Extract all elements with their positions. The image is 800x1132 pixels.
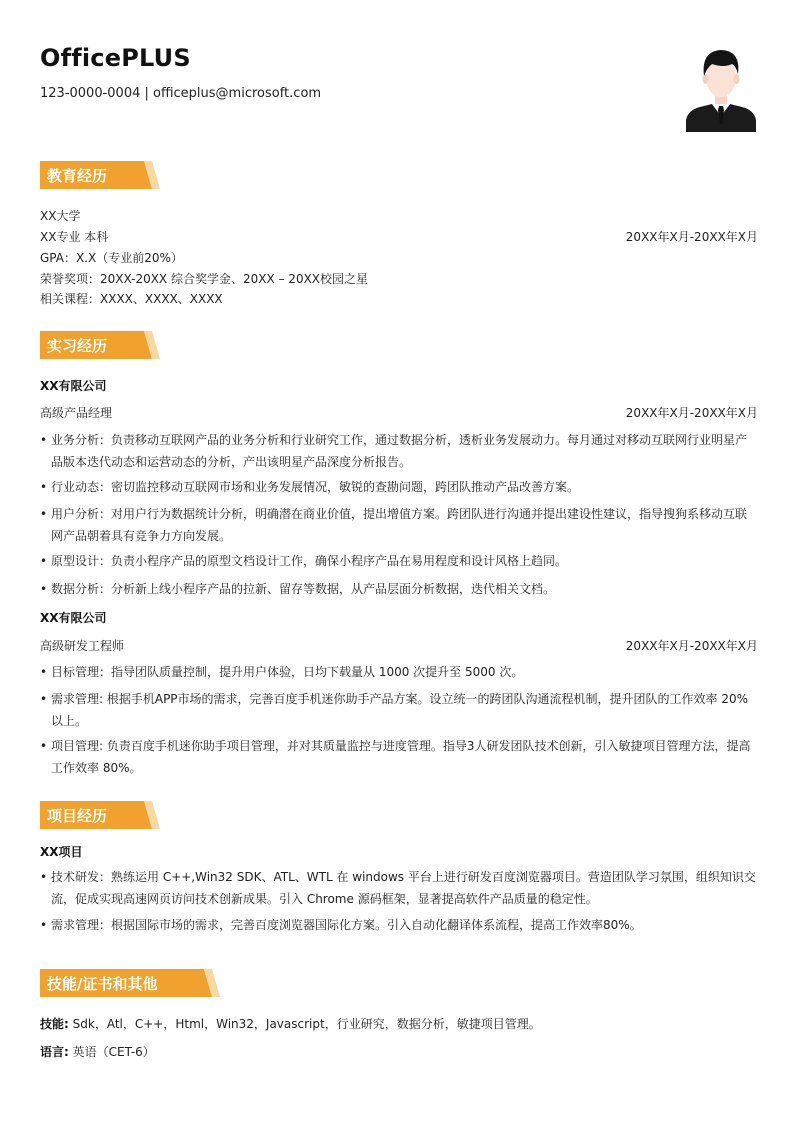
- bullet-dot-icon: •: [40, 665, 48, 679]
- project-name: XX项目: [40, 845, 83, 859]
- bullet-dot-icon: •: [40, 692, 48, 706]
- job1-date: 20XX年X月-20XX年X月: [625, 406, 758, 420]
- job1-bullet-2: • 行业动态：密切监控移动互联网市场和业务发展情况，敏锐的查勘问题，跨团队推动产品改善方案。: [40, 476, 758, 498]
- job2-company: XX有限公司: [40, 611, 107, 625]
- education-honors: 荣誉奖项：20XX-20XX 综合奖学金、20XX – 20XX校园之星: [40, 272, 369, 286]
- language-value: 英语（CET-6）: [72, 1045, 155, 1059]
- job1-bullet-5: • 数据分析：分析新上线小程序产品的拉新、留存等数据，从产品层面分析数据，迭代相关文档。: [40, 578, 758, 600]
- section-skills-header: [40, 969, 220, 997]
- job1-role: 高级产品经理: [40, 406, 113, 420]
- bullet-dot-icon: •: [40, 433, 48, 447]
- education-courses: 相关课程：XXXX、XXXX、XXXX: [40, 292, 223, 306]
- language-label: 语言:: [40, 1045, 69, 1059]
- section-education-title: 教育经历: [47, 167, 108, 185]
- education-school: XX大学: [40, 209, 81, 223]
- bullet-dot-icon: •: [40, 507, 48, 521]
- language-row: [40, 1043, 155, 1060]
- job2-role: 高级研发工程师: [40, 639, 125, 653]
- bullet-dot-icon: •: [40, 480, 48, 494]
- job1-bullet-4: • 原型设计：负责小程序产品的原型文档设计工作，确保小程序产品在易用程度和设计风格上趋同。: [40, 550, 758, 572]
- section-projects-header: [40, 801, 160, 829]
- project-bullet-1: • 技术研发：熟练运用 C++,Win32 SDK、ATL、WTL 在 windows 平台上进行研发百度浏览器项目。营造团队学习氛围，组织知识交流，促成实现高速网页访问技术创新成果。引入 Chrome 源码框架，显著提高软件产品质量的稳定性。: [40, 866, 758, 910]
- skills-label: 技能:: [40, 1017, 69, 1031]
- education-date: 20XX年X月-20XX年X月: [625, 230, 758, 244]
- section-skills-title: 技能/证书和其他: [47, 975, 158, 993]
- avatar-icon: [686, 44, 756, 132]
- section-education-header: [40, 161, 160, 189]
- bullet-dot-icon: •: [40, 582, 48, 596]
- job2-bullet-3: • 项目管理: 负责百度手机迷你助手项目管理，并对其质量监控与进度管理。指导3人研发团队技术创新，引入敏捷项目管理方法，提高工作效率 80%。: [40, 735, 758, 779]
- skills-row: [40, 1015, 541, 1032]
- contact-info: 123-0000-0004 | officeplus@microsoft.com: [40, 86, 322, 101]
- job1-bullet-3: • 用户分析：对用户行为数据统计分析，明确潜在商业价值，提出增值方案。跨团队进行沟通并提出建设性建议，指导搜狗系移动互联网产品朝着具有竞争力方向发展。: [40, 503, 758, 547]
- section-internship-header: [40, 331, 160, 359]
- bullet-dot-icon: •: [40, 739, 48, 753]
- bullet-dot-icon: •: [40, 870, 48, 884]
- section-internship-title: 实习经历: [47, 337, 108, 355]
- project-bullet-2: • 需求管理：根据国际市场的需求，完善百度浏览器国际化方案。引入自动化翻译体系流程，提高工作效率80%。: [40, 914, 758, 936]
- skills-value: Sdk，Atl，C++，Html，Win32，Javascript，行业研究，数据分析，敏捷项目管理。: [72, 1017, 541, 1031]
- section-projects-title: 项目经历: [47, 807, 108, 825]
- job2-bullet-2: • 需求管理: 根据手机APP市场的需求，完善百度手机迷你助手产品方案。设立统一的跨团队沟通流程机制，提升团队的工作效率 20%以上。: [40, 688, 758, 732]
- education-gpa: GPA：X.X（专业前20%）: [40, 251, 183, 265]
- bullet-dot-icon: •: [40, 554, 48, 568]
- job1-bullet-1: • 业务分析：负责移动互联网产品的业务分析和行业研究工作，通过数据分析，透析业务发展动力。每月通过对移动互联网行业明星产品版本迭代动态和运营动态的分析，产出该明星产品深度分析报告。: [40, 429, 758, 473]
- candidate-name: OfficePLUS: [40, 44, 191, 72]
- job2-bullet-1: • 目标管理：指导团队质量控制，提升用户体验，日均下载量从 1000 次提升至 5000 次。: [40, 661, 758, 683]
- job1-company: XX有限公司: [40, 379, 107, 393]
- job2-date: 20XX年X月-20XX年X月: [625, 639, 758, 653]
- education-major: XX专业 本科: [40, 230, 109, 244]
- bullet-dot-icon: •: [40, 918, 48, 932]
